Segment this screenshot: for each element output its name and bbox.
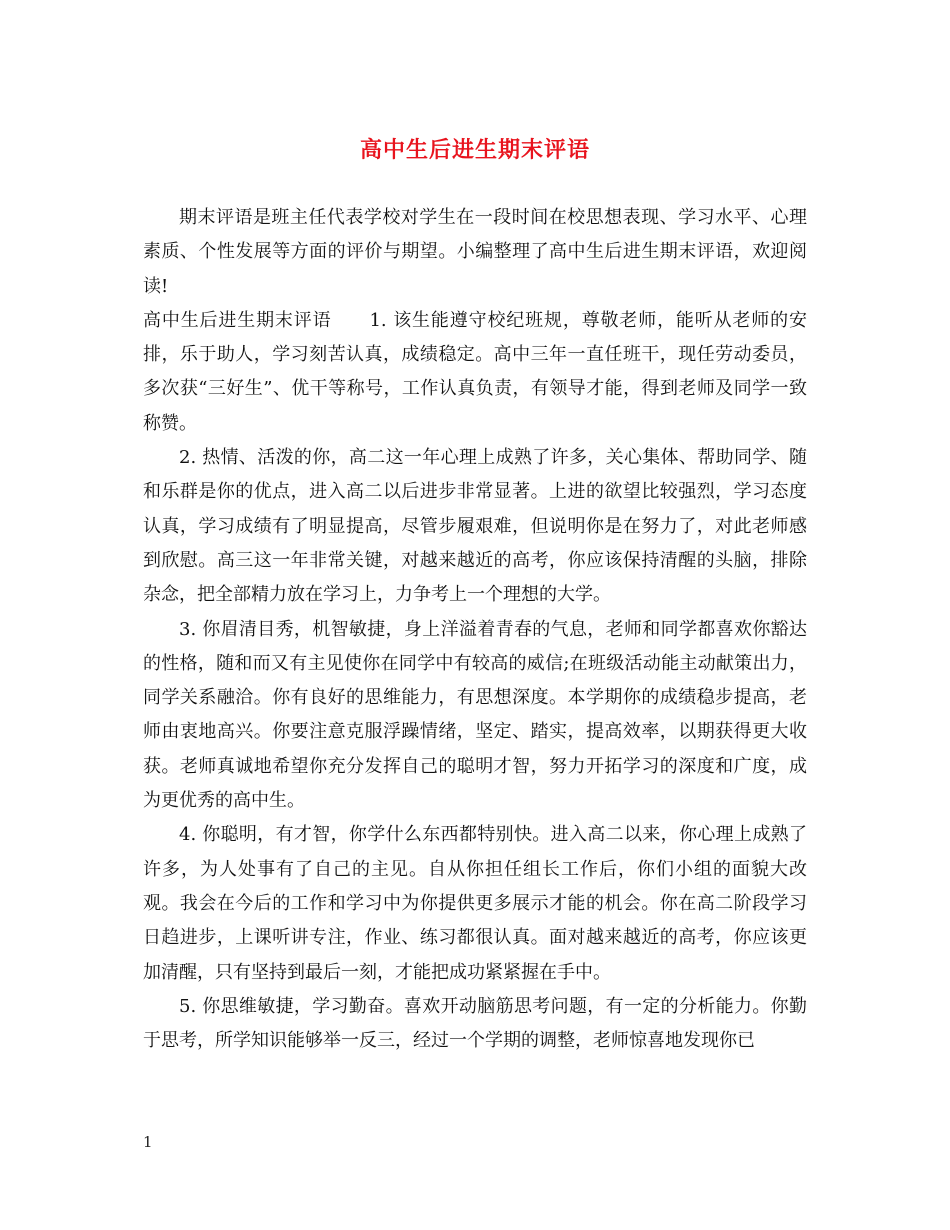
document-body	[143, 201, 807, 1058]
document-title: 高中生后进生期末评语	[359, 137, 590, 163]
item-text-1: 1. 该生能遵守校纪班规，尊敬老师，能听从老师的安排，乐于助人，学习刻苦认真，成绩稳定。高中三年一直任班干，现任劳动委员，多次获“三好生”、优干等称号，工作认真负责，有领导才能，得到老师及同学一致称赞。	[143, 309, 807, 434]
intro-paragraph: 期末评语是班主任代表学校对学生在一段时间在校思想表现、学习水平、心理素质、个性发展等方面的评价与期望。小编整理了高中生后进生期末评语，欢迎阅读!	[143, 207, 807, 297]
item-paragraph-4: 4. 你聪明，有才智，你学什么东西都特别快。进入高二以来，你心理上成熟了许多，为人处事有了自己的主见。自从你担任组长工作后，你们小组的面貌大改观。我会在今后的工作和学习中为你提供更多展示才能的机会。你在高二阶段学习日趋进步，上课听讲专注，作业、练习都很认真。面对越来越近的高考，你应该更加清醒，只有坚持到最后一刻，才能把成功紧紧握在手中。	[143, 824, 807, 983]
item-paragraph-3: 3. 你眉清目秀，机智敏捷，身上洋溢着青春的气息，老师和同学都喜欢你豁达的性格，随和而又有主见使你在同学中有较高的威信;在班级活动能主动献策出力，同学关系融洽。你有良好的思维能力，有思想深度。本学期你的成绩稳步提高，老师由衷地高兴。你要注意克服浮躁情绪，坚定、踏实，提高效率，以期获得更大收获。老师真诚地希望你充分发挥自己的聪明才智，努力开拓学习的深度和广度，成为更优秀的高中生。	[143, 618, 807, 812]
item-paragraph-1	[143, 304, 807, 441]
section-heading: 高中生后进生期末评语	[143, 309, 332, 331]
page-number: 1	[143, 1133, 153, 1151]
item-paragraph-5: 5. 你思维敏捷，学习勤奋。喜欢开动脑筋思考问题，有一定的分析能力。你勤于思考，所学知识能够举一反三，经过一个学期的调整，老师惊喜地发现你已	[143, 995, 807, 1052]
item-paragraph-2: 2. 热情、活泼的你，高二这一年心理上成熟了许多，关心集体、帮助同学、随和乐群是你的优点，进入高二以后进步非常显著。上进的欲望比较强烈，学习态度认真，学习成绩有了明显提高，尽管步履艰难，但说明你是在努力了，对此老师感到欣慰。高三这一年非常关键，对越来越近的高考，你应该保持清醒的头脑，排除杂念，把全部精力放在学习上，力争考上一个理想的大学。	[143, 447, 807, 606]
